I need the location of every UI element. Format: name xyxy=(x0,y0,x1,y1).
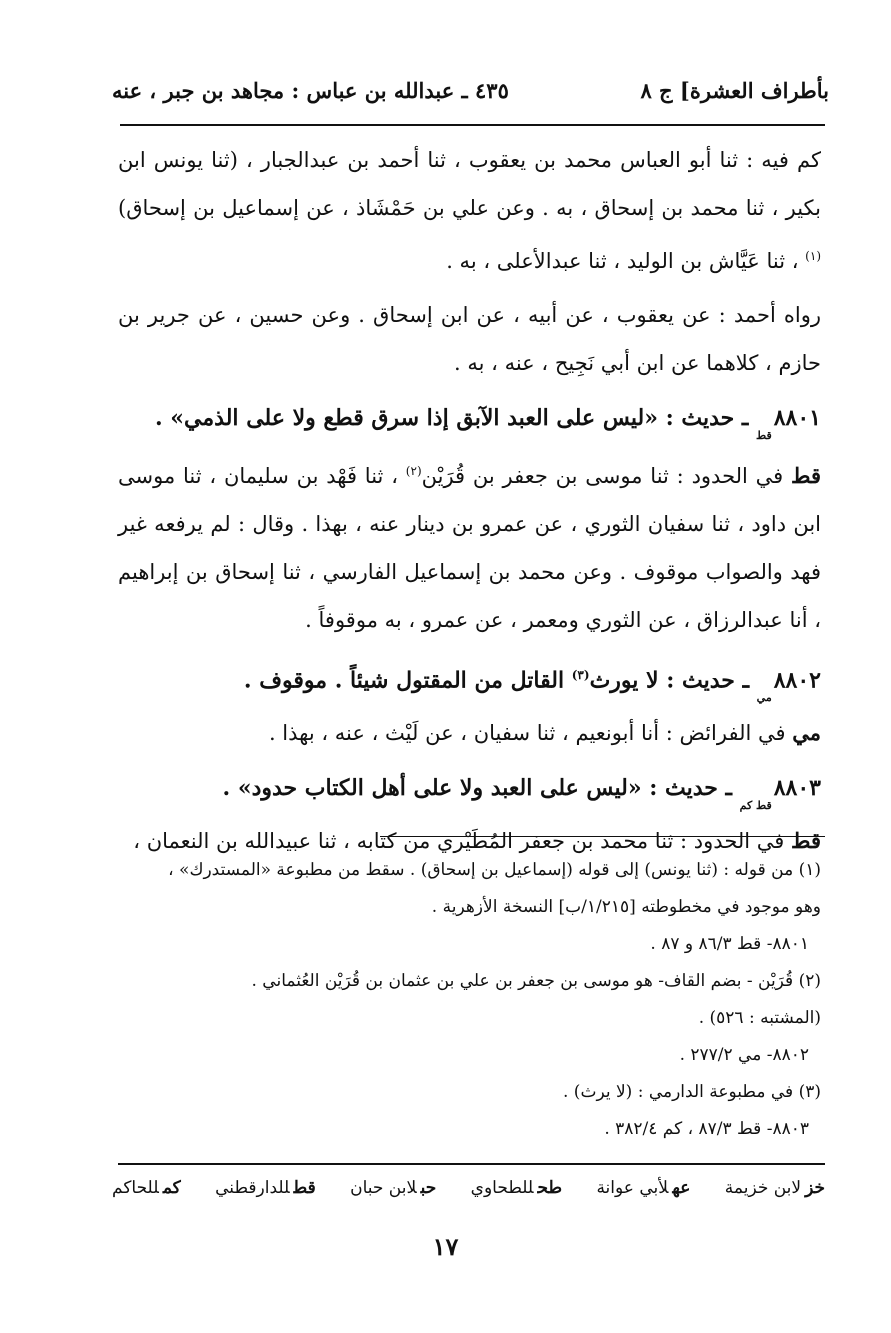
abbr-code: طح xyxy=(537,1178,563,1198)
footnote-ref-3: (٣) xyxy=(571,668,590,682)
abbr-item xyxy=(215,1178,316,1198)
footnote-1: (١) من قوله : (ثنا يونس) إلى قوله (إسماعيل بن إسحاق) . سقط من مطبوعة «المستدرك» ، xyxy=(168,860,821,880)
abbr-label: لأبي عوانة xyxy=(596,1178,669,1198)
abbr-code: كم xyxy=(162,1178,181,1198)
paragraph-4 xyxy=(118,709,821,757)
footnote-ref-2: (٢) xyxy=(405,464,422,478)
footnote-3: (٣) في مطبوعة الدارمي : (لا يرث) . xyxy=(563,1082,821,1102)
hadith-8803-heading xyxy=(118,763,821,817)
hadith-text-a: ـ حديث : لا يورث xyxy=(589,667,757,694)
abbreviation-divider xyxy=(118,1163,825,1165)
abbr-item xyxy=(725,1178,825,1198)
hadith-number: ٨٨٠١ xyxy=(773,405,821,431)
source-abbr: قط xyxy=(791,463,822,488)
abbr-code: حب xyxy=(420,1178,437,1198)
abbr-label: لابن حبان xyxy=(350,1178,417,1198)
abbr-item xyxy=(112,1178,181,1198)
page-number: ١٧ xyxy=(432,1232,459,1261)
hadith-number: ٨٨٠٣ xyxy=(773,775,821,802)
paragraph-2: رواه أحمد : عن يعقوب ، عن أبيه ، عن ابن إسحاق . وعن حسين ، عن جرير بن حازم ، كلاهما عن ابن أبي نَجِيح ، عنه ، به . xyxy=(118,303,821,375)
abbr-item xyxy=(471,1178,562,1198)
header-volume: بأطراف العشرة] ج ٨ xyxy=(640,77,829,103)
source-abbr: قط xyxy=(791,828,821,854)
abbr-label: للدارقطني xyxy=(215,1178,290,1198)
running-header xyxy=(112,72,829,108)
hadith-8801-heading xyxy=(118,393,821,447)
header-divider xyxy=(120,124,825,126)
paragraph-3 xyxy=(118,447,821,644)
hadith-siglum: قط xyxy=(756,429,772,442)
reference-8803: ٨٨٠٣- قط ٨٧/٣ ، كم ٣٨٢/٤ . xyxy=(604,1119,809,1139)
hadith-8802-heading xyxy=(118,650,821,709)
hadith-text-b: القاتل من المقتول شيئاً . موقوف . xyxy=(243,667,572,694)
paragraph-3-text-b: ، ثنا فَهْد بن سليمان ، ثنا موسى ابن داود ، ثنا سفيان الثوري ، عن عمرو بن دينار عنه ، بهذا . وقال : لم يرفعه غير فهد والصواب موقوف . وعن محمد بن إسماعيل الفارسي ، ثنا إسحاق بن إبراهيم ، أنا عبدالرزاق ، عن الثوري ومعمر ، عن عمرو ، به موقوفاً . xyxy=(118,464,821,632)
abbr-label: لابن خزيمة xyxy=(724,1178,802,1198)
main-text xyxy=(118,136,821,865)
abbr-item xyxy=(350,1178,436,1198)
paragraph-1-text-a: كم فيه : ثنا أبو العباس محمد بن يعقوب ، ثنا أحمد بن عبدالجبار ، (ثنا يونس ابن بكير ، ثنا محمد بن إسحاق ، به . وعن علي بن حَمْشَاذ ، عن إسماعيل بن إسحاق) xyxy=(118,148,821,220)
footnote-ref-1: (١) xyxy=(805,249,821,263)
footnote-2: (٢) قُرَيْن - بضم القاف- هو موسى بن جعفر بن علي بن عثمان بن قُرَيْن العُثماني . xyxy=(251,971,821,991)
abbr-code: عه xyxy=(672,1178,691,1198)
hadith-text: ـ حديث : «ليس على العبد الآبق إذا سرق قطع ولا على الذمي» . xyxy=(154,405,757,431)
reference-8802: ٨٨٠٢- مي ٢٧٧/٢ . xyxy=(679,1045,809,1065)
abbr-code: قط xyxy=(293,1178,316,1198)
paragraph-3-text-a: في الحدود : ثنا موسى بن جعفر بن قُرَيْن xyxy=(421,464,792,488)
abbr-code: خز xyxy=(805,1178,825,1198)
paragraph-4-text: في الفرائض : أنا أبونعيم ، ثنا سفيان ، عن لَيْث ، عنه ، بهذا . xyxy=(268,721,793,746)
hadith-siglum: قط كم xyxy=(739,799,772,813)
abbreviation-key xyxy=(112,1178,825,1198)
abbr-label: للطحاوي xyxy=(470,1178,534,1198)
paragraph-1-text-b: ، ثنا عَيَّاش بن الوليد ، ثنا عبدالأعلى ، به . xyxy=(446,249,806,273)
reference-8801: ٨٨٠١- قط ٨٦/٣ و ٨٧ . xyxy=(650,934,809,954)
paragraph-5-text: في الحدود : ثنا محمد بن جعفر المُطَيْري من كتابه ، ثنا عبيدالله بن النعمان ، xyxy=(133,829,792,854)
hadith-text: ـ حديث : «ليس على العبد ولا على أهل الكتاب حدود» . xyxy=(222,775,740,802)
footnotes xyxy=(118,852,821,1148)
abbr-label: للحاكم xyxy=(112,1178,159,1198)
source-abbr: مي xyxy=(792,720,821,746)
hadith-siglum: مي xyxy=(756,691,772,705)
abbr-item xyxy=(596,1178,690,1198)
footnote-1-cont: وهو موجود في مخطوطته [١/٢١٥/ب] النسخة الأزهرية . xyxy=(431,897,821,917)
footnote-divider xyxy=(380,836,825,837)
hadith-number: ٨٨٠٢ xyxy=(773,667,821,694)
footnote-2-cont: (المشتبه : ٥٢٦) . xyxy=(698,1008,821,1028)
paragraph-1 xyxy=(118,136,821,285)
header-chapter: ٤٣٥ ـ عبدالله بن عباس : مجاهد بن جبر ، عنه xyxy=(112,77,509,103)
